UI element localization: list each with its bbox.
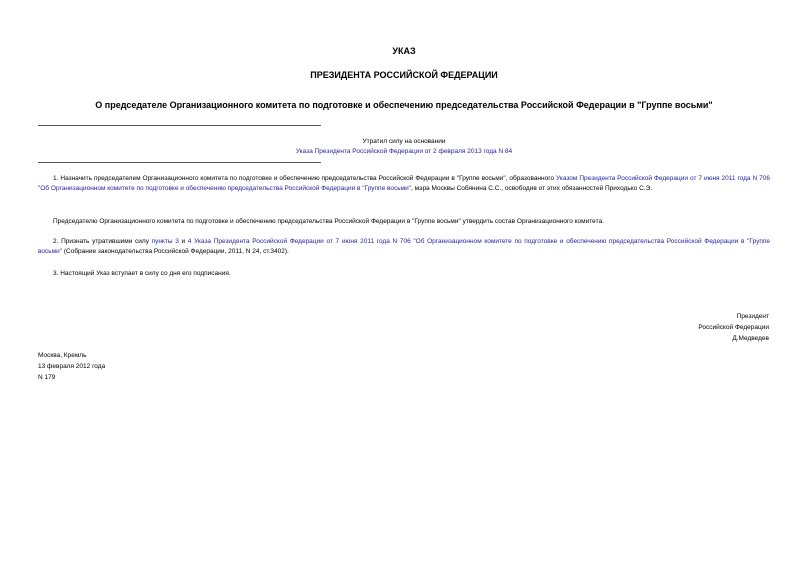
signature-name: Д.Медведев: [732, 335, 769, 342]
signature-country: Российской Федерации: [698, 324, 769, 331]
doc-issuer: ПРЕЗИДЕНТА РОССИЙСКОЙ ФЕДЕРАЦИИ: [310, 70, 498, 80]
paragraph-4-text: 3. Настоящий Указ вступает в силу со дня его подписания.: [53, 270, 231, 277]
paragraph-1: [38, 174, 770, 194]
paragraph-1-text-a: 1. Назначить председателем Организационного комитета по подготовке и обеспечению председательства Российской Федерации в "Группе восьми", образованного: [53, 175, 557, 182]
signature-block: [698, 311, 769, 344]
top-divider: [38, 125, 321, 126]
decree-number: N 179: [38, 374, 56, 381]
doc-title: УКАЗ: [392, 46, 416, 56]
paragraph-2-text: Председателю Организационного комитета по подготовке и обеспечению председательства Российской Федерации в "Группе восьми" утвердить состав Организационного комитета.: [53, 218, 604, 225]
repeal-decree-link[interactable]: Указа Президента Российской Федерации от 2 февраля 2013 года N 84: [295, 148, 513, 155]
item-3-link[interactable]: пункты 3: [151, 238, 179, 245]
decree-706-link[interactable]: Указом Президента Российской Федерации от 7 июня 2011 года N 706 "Об Организационном комитете по подготовке и обеспечению председательства Российской Федерации в "Группе восьми": [38, 175, 770, 192]
paragraph-3-text-a: 2. Признать утратившими силу: [53, 238, 152, 245]
repeal-note: Утратил силу на основании: [362, 138, 446, 145]
repeal-link-row: [38, 147, 770, 157]
place-date-block: [38, 350, 105, 383]
bottom-divider: [38, 162, 321, 163]
paragraph-3-text-b: (Собрание законодательства Российской Федерации, 2011, N 24, ст.3402).: [62, 248, 289, 255]
paragraph-3: [38, 237, 770, 257]
paragraph-4: [38, 269, 770, 279]
place-city: Москва, Кремль: [38, 352, 87, 359]
paragraph-2: [38, 217, 770, 227]
signature-position: Президент: [736, 313, 769, 320]
doc-subject: О председателе Организационного комитета по подготовке и обеспечению председательства Российской Федерации в "Группе восьми": [95, 100, 713, 110]
paragraph-3-and: и: [178, 238, 188, 245]
place-date: 13 февраля 2012 года: [38, 363, 106, 370]
item-4-decree-link[interactable]: 4 Указа Президента Российской Федерации от 7 июня 2011 года N 706 "Об Организационном комитете по подготовке и обеспечению председательства Российской Федерации в "Группе восьми": [38, 238, 770, 255]
paragraph-1-text-b: , мэра Москвы Собянина С.С., освободив от этих обязанностей Приходько С.Э.: [411, 185, 653, 192]
